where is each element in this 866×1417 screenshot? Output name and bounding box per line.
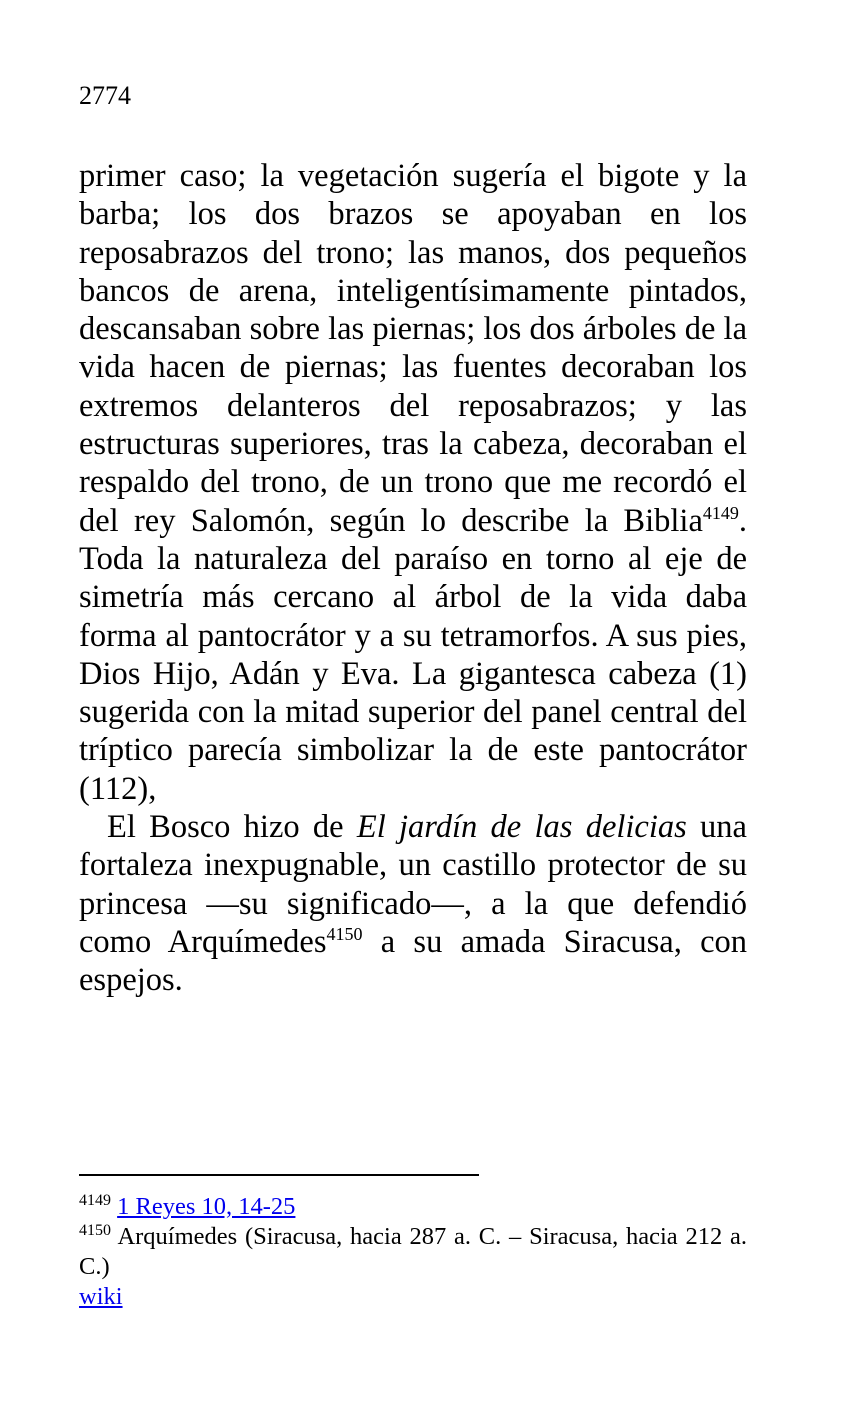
book-title-italic: El jardín de las delicias [356,809,687,846]
footnote-4150 [79,1222,747,1282]
footnotes [79,1192,747,1312]
paragraph-2-text-c: a su amada Siracusa, con espejos. [79,923,748,999]
footnote-link-wiki[interactable]: wiki [79,1283,123,1310]
paragraph-2-text-a: El Bosco hizo de [107,809,357,846]
footnote-ref-4149[interactable]: 4149 [702,502,739,523]
main-text [79,157,747,1000]
footnote-4150-link-line [79,1282,747,1312]
footnote-divider [79,1174,479,1176]
footnote-number: 4150 [79,1221,111,1239]
paragraph-1-text-b: . Toda la naturaleza del paraíso en torno al eje de simetría más cercano al árbol de la vida daba forma al pantocrátor y a su tetramorfos. A sus pies, Dios Hijo, Adán y Eva. La gigantesca cabeza (1) sugerida con la mitad superior del panel central del tríptico parecía simbolizar la de este pantocrátor (112), [79,502,747,807]
footnote-link-bible[interactable]: 1 Reyes 10, 14-25 [117,1193,296,1220]
paragraph-1 [79,157,747,808]
paragraph-1-text-a: primer caso; la vegetación sugería el bigote y la barba; los dos brazos se apoyaban en los reposabrazos del trono; las manos, dos pequeños bancos de arena, inteligentísimamente pintados, descansaban sobre las piernas; los dos árboles de la vida hacen de piernas; las fuentes decoraban los extremos delanteros del reposabrazos; y las estructuras superiores, tras la cabeza, decoraban el respaldo del trono, de un trono que me recordó el del rey Salomón, según lo describe la Biblia [79,158,747,539]
paragraph-2-text-b: una fortaleza inexpugnable, un castillo protector de su princesa —su significado—, a la que defendió como Arquímedes [79,809,747,960]
footnote-ref-4150[interactable]: 4150 [326,924,363,945]
footnote-number: 4149 [79,1191,111,1209]
footnote-text: Arquímedes (Siracusa, hacia 287 a. C. – Siracusa, hacia 212 a. C.) [79,1223,747,1280]
footnote-4149 [79,1192,747,1222]
paragraph-2 [79,808,747,999]
page-number: 2774 [79,81,131,110]
